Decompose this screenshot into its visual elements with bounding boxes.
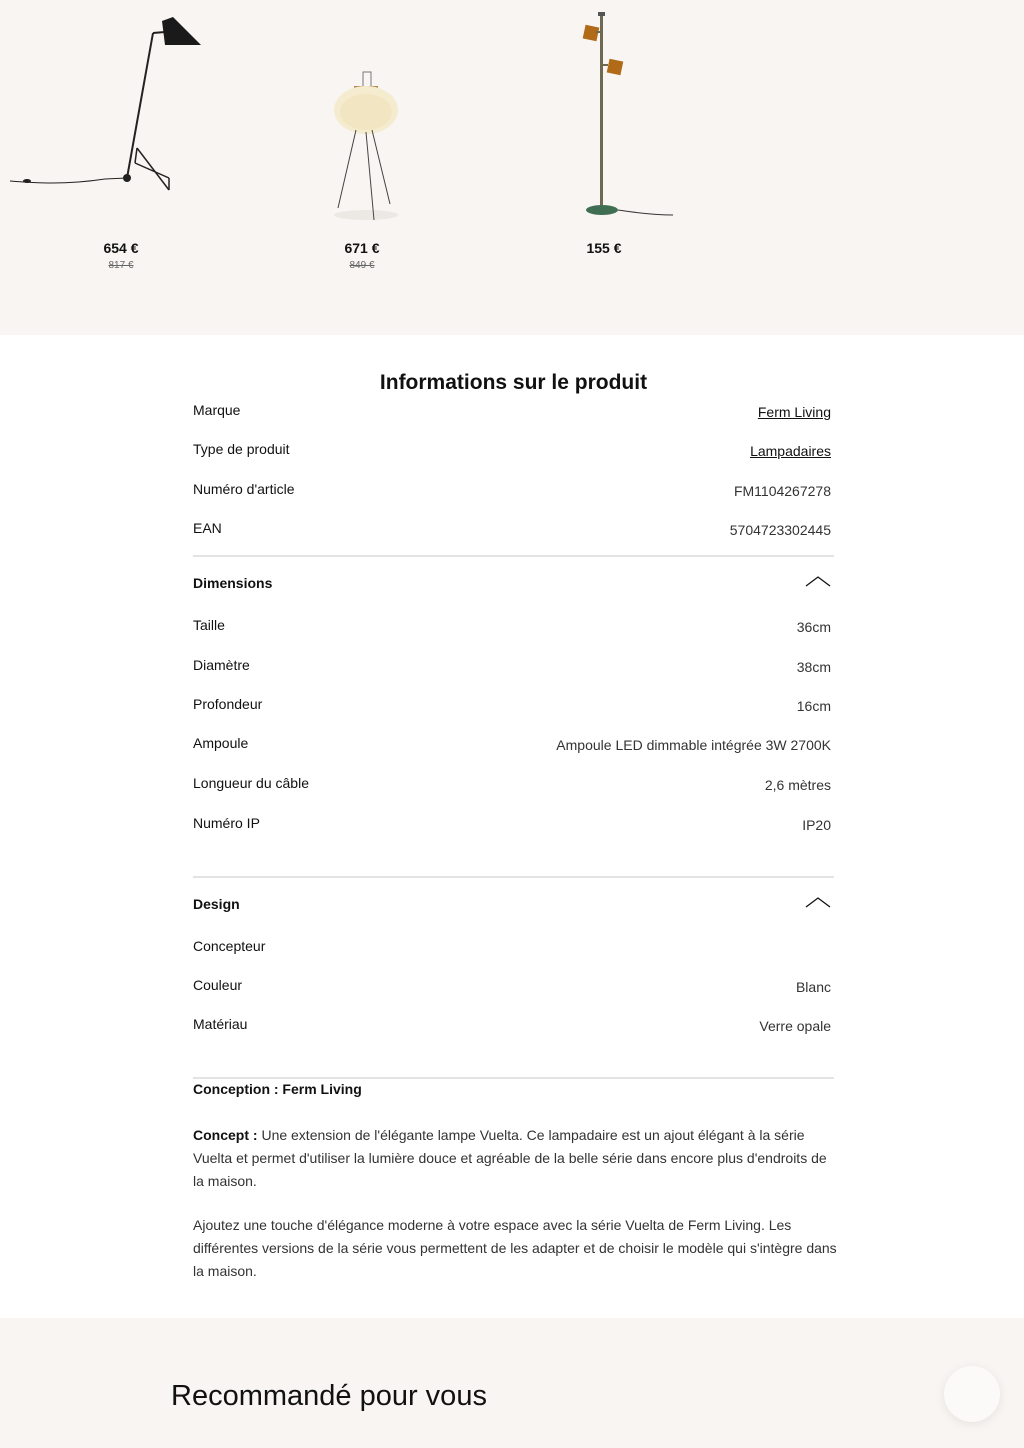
dimension-row-bulb	[193, 735, 834, 757]
info-label: Numéro d'article	[193, 481, 295, 497]
info-value: 2,6 mètres	[764, 777, 831, 793]
product-image-2[interactable]	[326, 68, 406, 224]
product-type-link[interactable]: Lampadaires	[750, 443, 831, 459]
description-paragraph: Ajoutez une touche d'élégance moderne à votre espace avec la série Vuelta de Ferm Living. Les différentes versions de la série vous permettent de les adapter et de choisir le modèle qui s'intègre dans la maison.	[193, 1217, 837, 1279]
concept-paragraph	[193, 1124, 838, 1193]
divider	[193, 555, 834, 557]
info-label: Longueur du câble	[193, 775, 309, 791]
info-label: Diamètre	[193, 657, 250, 673]
product-carousel	[0, 0, 1024, 335]
dimension-row-diameter	[193, 657, 834, 679]
chat-button[interactable]	[944, 1366, 1000, 1422]
product-image-3[interactable]	[578, 10, 678, 220]
info-row-product-type	[193, 441, 834, 463]
divider	[193, 876, 834, 878]
chevron-up-icon	[804, 894, 832, 910]
dimension-row-depth	[193, 696, 834, 718]
info-value: 38cm	[796, 659, 831, 675]
chevron-up-icon	[804, 573, 832, 589]
section-heading: Design	[193, 896, 240, 912]
dimension-row-cable-length	[193, 775, 834, 797]
design-row-designer	[193, 938, 834, 960]
info-row-ean	[193, 520, 834, 542]
info-label: Taille	[193, 617, 225, 633]
divider	[193, 1077, 834, 1079]
info-row-article-number	[193, 481, 834, 503]
product-image-1[interactable]	[5, 15, 205, 195]
design-row-color	[193, 977, 834, 999]
info-label: Matériau	[193, 1016, 248, 1032]
designer-line: Conception : Ferm Living	[193, 1081, 362, 1097]
info-label: EAN	[193, 520, 222, 536]
info-label: Type de produit	[193, 441, 290, 457]
info-value: Ampoule LED dimmable intégrée 3W 2700K	[556, 737, 831, 753]
design-toggle[interactable]	[193, 896, 834, 920]
info-value: Verre opale	[759, 1018, 831, 1034]
section-title: Informations sur le produit	[379, 371, 648, 394]
info-value: 5704723302445	[729, 522, 831, 538]
dimension-row-ip	[193, 815, 834, 837]
info-label: Couleur	[193, 977, 243, 993]
recommended-title: Recommandé pour vous	[171, 1380, 487, 1412]
info-label: Numéro IP	[193, 815, 260, 831]
brand-link[interactable]: Ferm Living	[757, 404, 831, 420]
info-value: IP20	[802, 817, 831, 833]
product-price: 155 €	[586, 240, 622, 256]
info-value: Blanc	[795, 979, 831, 995]
product-price: 671 €	[344, 240, 380, 256]
info-row-brand	[193, 402, 834, 424]
concept-text: Une extension de l'élégante lampe Vuelta. Ce lampadaire est un ajout élégant à la série Vuelta et permet d'utiliser la lumière douce et agréable de la belle série dans encore plus d'endroits de la maison.	[193, 1127, 827, 1189]
info-label: Ampoule	[193, 735, 249, 751]
product-old-price: 817 €	[108, 260, 134, 271]
dimensions-toggle[interactable]	[193, 575, 834, 599]
concept-label: Concept :	[193, 1127, 258, 1143]
info-value: FM1104267278	[733, 483, 831, 499]
section-heading: Dimensions	[193, 575, 273, 591]
dimension-row-height	[193, 617, 834, 639]
info-label: Concepteur	[193, 938, 266, 954]
info-value: 36cm	[796, 619, 831, 635]
product-old-price: 849 €	[349, 260, 375, 271]
recommended-section	[0, 1318, 1024, 1448]
design-row-material	[193, 1016, 834, 1038]
info-value: 16cm	[796, 698, 831, 714]
product-price: 654 €	[103, 240, 139, 256]
info-label: Marque	[193, 402, 241, 418]
info-label: Profondeur	[193, 696, 263, 712]
